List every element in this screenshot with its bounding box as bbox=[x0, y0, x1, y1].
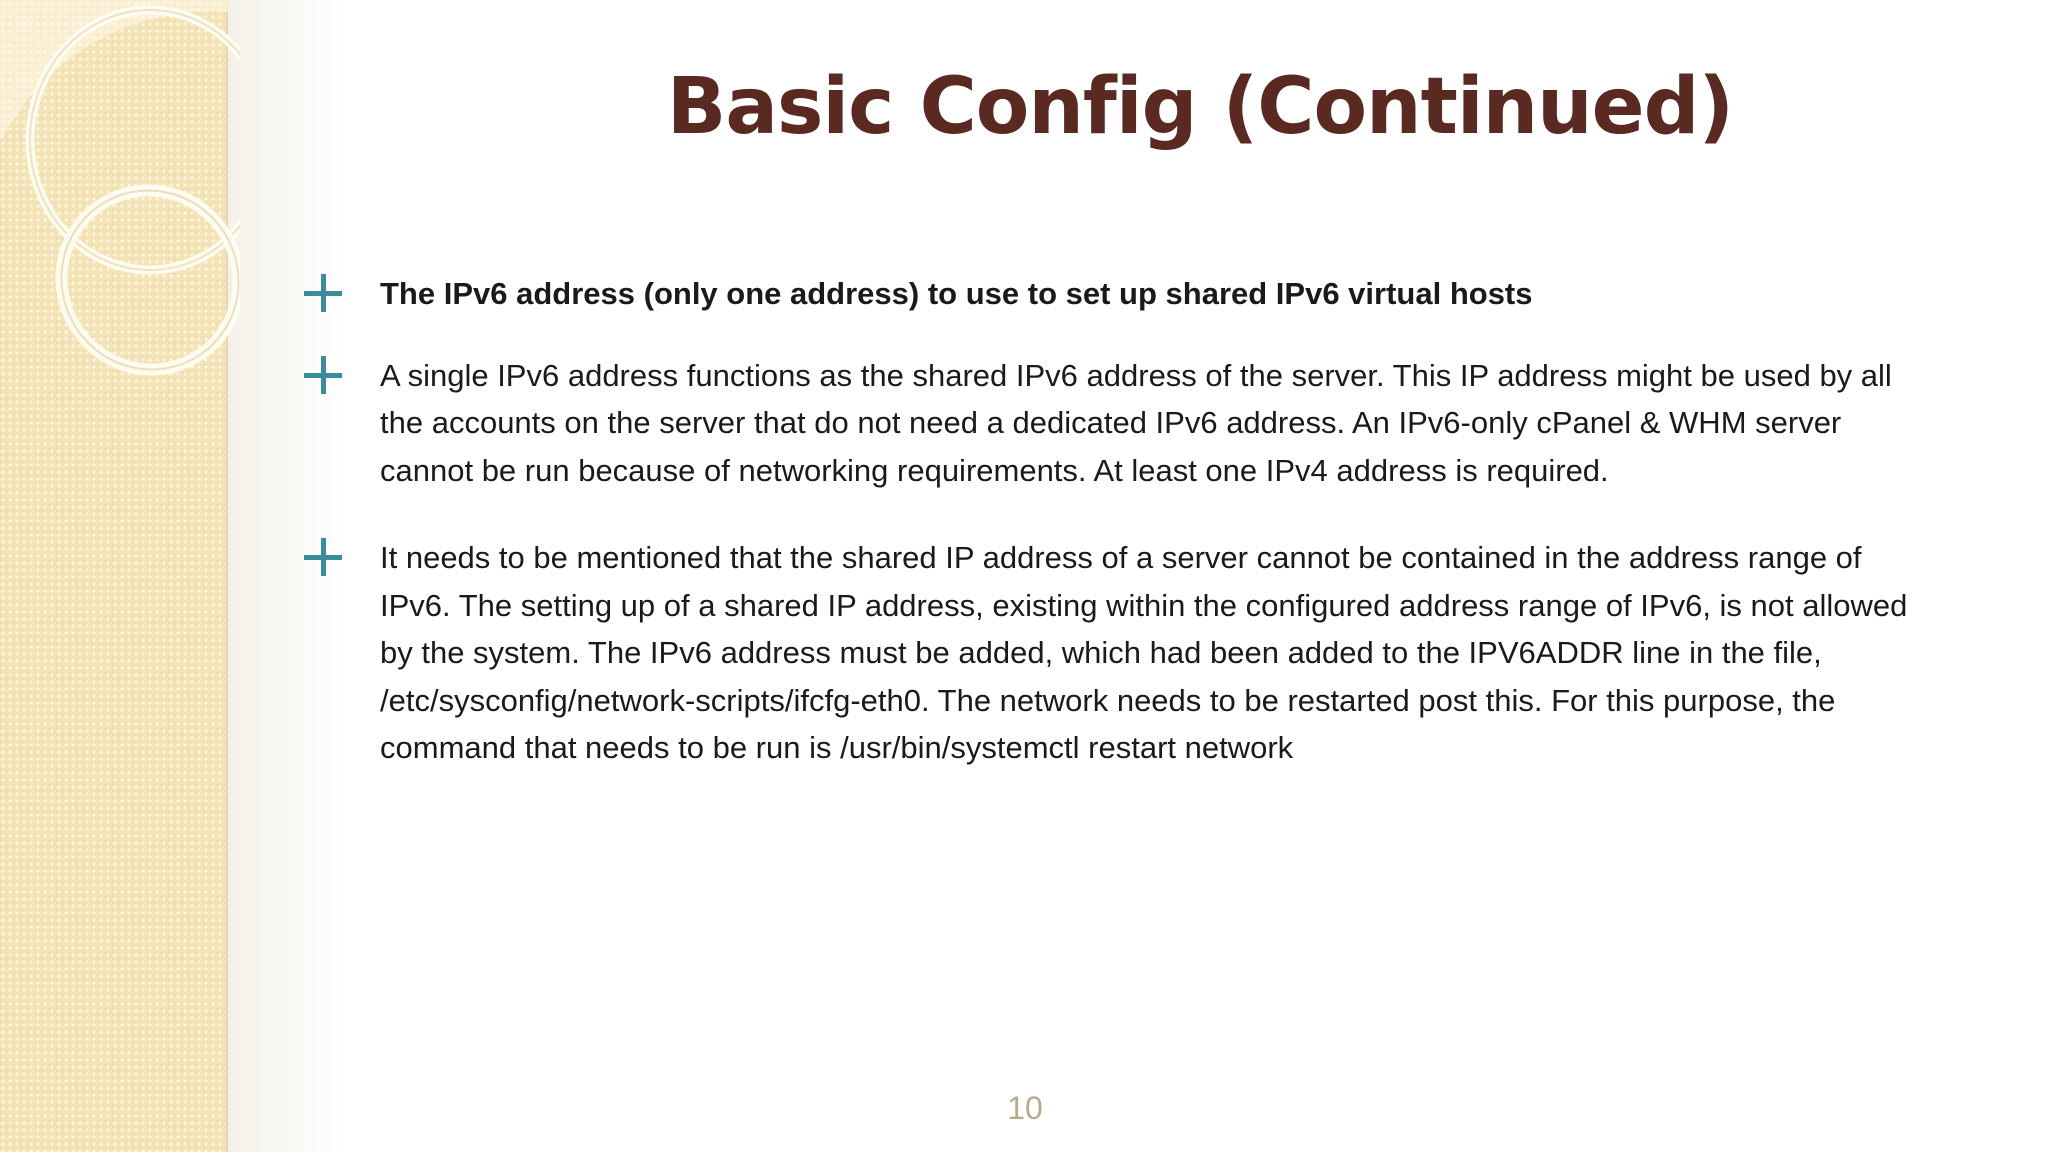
decorative-rings bbox=[0, 0, 240, 420]
bullet-item bbox=[300, 534, 1940, 772]
plus-icon bbox=[304, 538, 342, 576]
bullet-list bbox=[300, 270, 1940, 812]
bullet-item bbox=[300, 352, 1940, 495]
slide-title: Basic Config (Continued) bbox=[666, 62, 1734, 152]
bullet-item bbox=[300, 270, 1940, 318]
bullet-text: The IPv6 address (only one address) to use to set up shared IPv6 virtual hosts bbox=[380, 276, 1533, 311]
plus-icon bbox=[304, 274, 342, 312]
page-number: 10 bbox=[1007, 1090, 1043, 1126]
bullet-text: A single IPv6 address functions as the shared IPv6 address of the server. This IP address might be used by all the accounts on the server that do not need a dedicated IPv6 address. An IPv6-only cPanel & WHM server cannot be run because of networking requirements. At least one IPv4 address is required. bbox=[380, 357, 1892, 488]
bullet-text: It needs to be mentioned that the shared IP address of a server cannot be contained in the address range of IPv6. The setting up of a shared IP address, existing within the configured address range of IPv6, is not allowed by the system. The IPv6 address must be added, which had been added to the IPV6ADDR line in the file, /etc/sysconfig/network-scripts/ifcfg-eth0. The network needs to be restarted post this. For this purpose, the command that needs to be run is /usr/bin/systemctl restart network bbox=[380, 540, 1908, 765]
plus-icon bbox=[304, 356, 342, 394]
